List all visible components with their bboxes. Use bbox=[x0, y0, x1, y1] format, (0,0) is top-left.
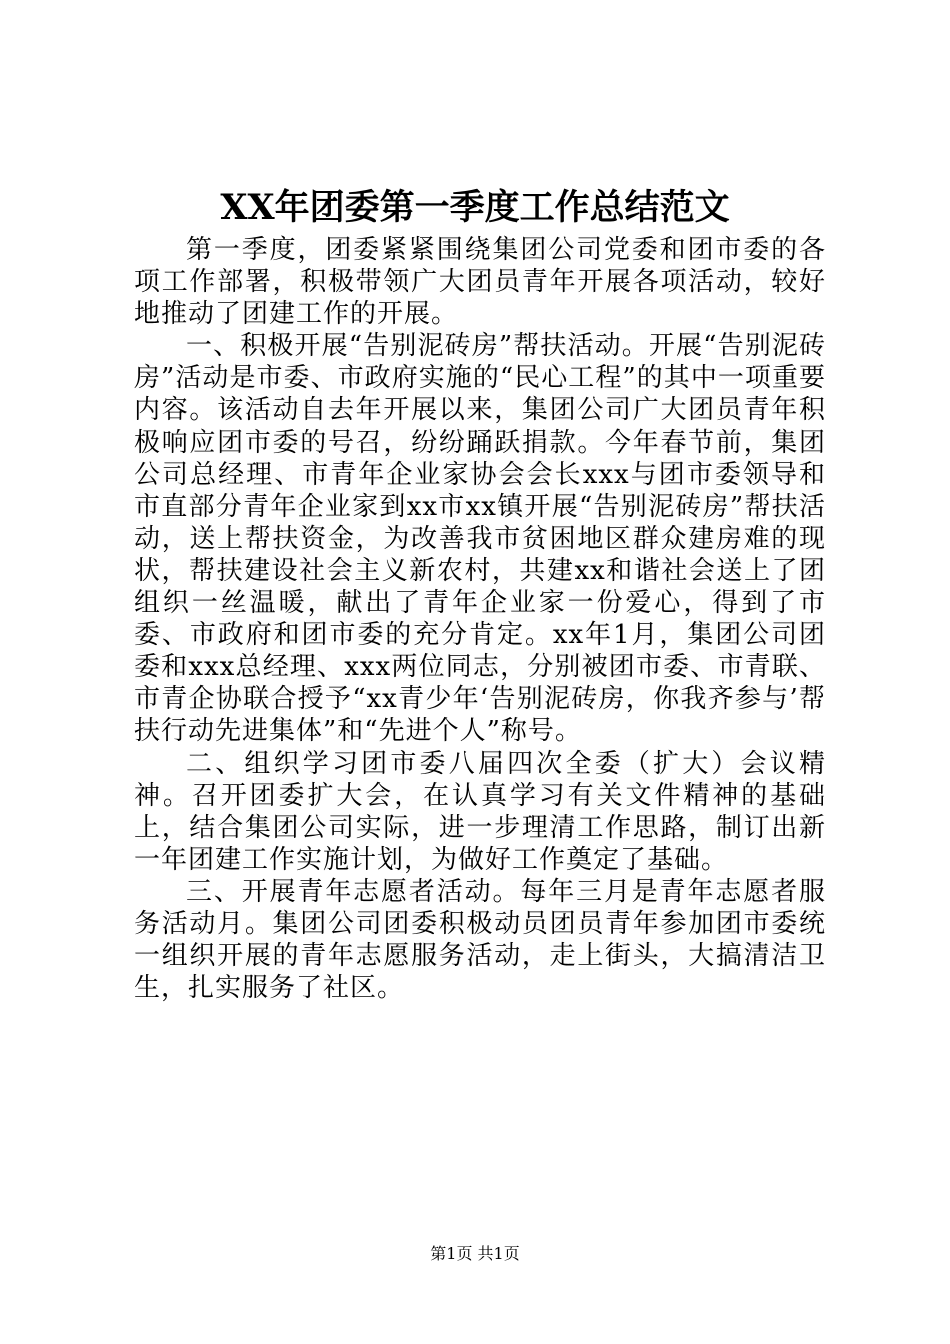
paragraph-section-1: 一、积极开展“告别泥砖房”帮扶活动。开展“告别泥砖房”活动是市委、市政府实施的“民心工程”的其中一项重要内容。该活动自去年开展以来，集团公司广大团员青年积极响应团市委的号召，纷纷踊跃捐款。今年春节前，集团公司总经理、市青年企业家协会会长xxx与团市委领导和市直部分青年企业家到xx市xx镇开展“告别泥砖房”帮扶活动，送上帮扶资金，为改善我市贫困地区群众建房难的现状，帮扶建设社会主义新农村，共建xx和谐社会送上了团组织一丝温暖，献出了青年企业家一份爱心，得到了市委、市政府和团市委的充分肯定。xx年1月，集团公司团委和xxx总经理、xxx两位同志，分别被团市委、市青联、市青企协联合授予“xx青少年‘告别泥砖房，你我齐参与’帮扶行动先进集体”和“先进个人”称号。 bbox=[134, 331, 826, 747]
paragraph-section-3: 三、开展青年志愿者活动。每年三月是青年志愿者服务活动月。集团公司团委积极动员团员青年参加团市委统一组织开展的青年志愿服务活动，走上街头，大搞清洁卫生，扎实服务了社区。 bbox=[134, 876, 826, 1004]
page-footer: 第1页 共1页 bbox=[430, 1244, 520, 1263]
paragraph-intro: 第一季度，团委紧紧围绕集团公司党委和团市委的各项工作部署，积极带领广大团员青年开展各项活动，较好地推动了团建工作的开展。 bbox=[134, 235, 826, 330]
document-body bbox=[134, 234, 826, 1004]
paragraph-section-2: 二、组织学习团市委八届四次全委（扩大）会议精神。召开团委扩大会，在认真学习有关文件精神的基础上，结合集团公司实际，进一步理清工作思路，制订出新一年团建工作实施计划，为做好工作奠定了基础。 bbox=[134, 748, 826, 875]
document-title: XX年团委第一季度工作总结范文 bbox=[220, 187, 730, 228]
